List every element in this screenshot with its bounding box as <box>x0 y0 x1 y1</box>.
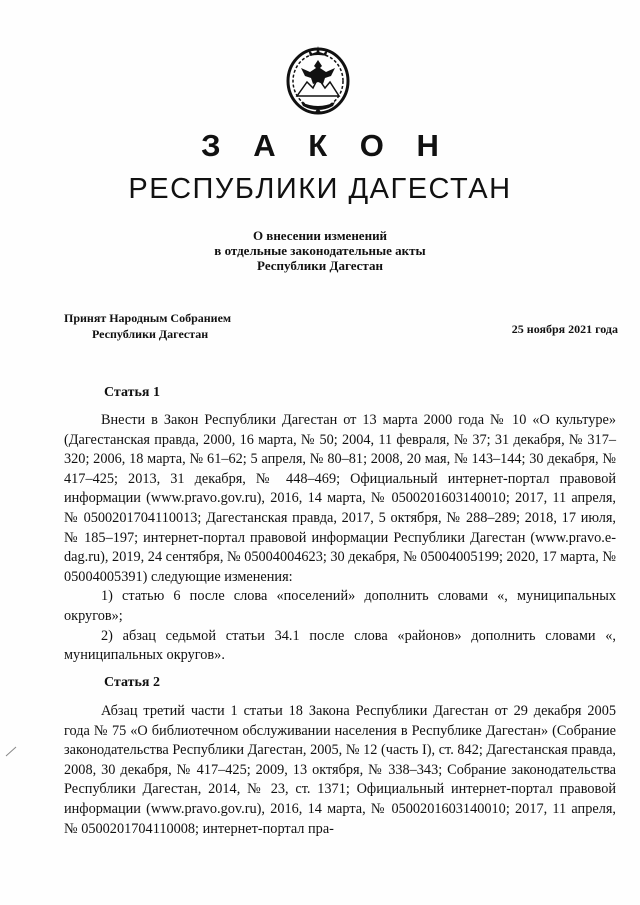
law-name-line: О внесении изменений <box>252 228 388 243</box>
article-1-paragraph: 1) статью 6 после слова «поселений» дополнить словами «, муниципальных округов»; <box>64 588 616 624</box>
article-1-body <box>64 411 616 666</box>
article-2-paragraph: Абзац третий части 1 статьи 18 Закона Республики Дагестан от 29 декабря 2005 года № 75 «О библиотечном обслуживании населения в Республике Дагестан» (Собрание законодательства Республики Дагестан, 2005, № 12 (часть I), ст. 842; Дагестанская правда, 2008, 30 декабря, № 417–425; 2009, 13 октября, № 338–343; Собрание законодательства Республики Дагестан, 2014, № 23, ст. 1371; Официальный интернет-портал правовой информации (www.pravo.gov.ru), 2016, 14 марта, № 0500201603140010; 2017, 11 апреля, № 0500201704110008; интернет-портал пра- <box>64 703 616 837</box>
article-2-body <box>64 702 616 839</box>
adoption-date: 25 ноября 2021 года <box>511 322 618 336</box>
article-1-paragraph: 2) абзац седьмой статьи 34.1 после слова «районов» дополнить словами «, муниципальных округов». <box>64 627 616 664</box>
article-1-heading: Статья 1 <box>104 385 160 400</box>
article-2-heading: Статья 2 <box>104 675 160 690</box>
law-name <box>0 228 640 273</box>
law-name-line: в отдельные законодательные акты <box>214 243 426 258</box>
adoption-line: Республики Дагестан <box>92 327 209 341</box>
adoption-line: Принят Народным Собранием <box>64 311 232 325</box>
scan-mark-icon <box>4 744 18 758</box>
coat-of-arms-emblem-icon <box>283 38 353 118</box>
law-name-line: Республики Дагестан <box>257 258 383 273</box>
article-1-paragraph: Внести в Закон Республики Дагестан от 13 марта 2000 года № 10 «О культуре» (Дагестанская правда, 2000, 16 марта, № 50; 2004, 11 февраля, № 37; 31 декабря, № 317–320; 2006, 18 марта, № 61–62; 5 апреля, № 80–81; 2008, 20 мая, № 143–144; 30 декабря, № 417–425; 2013, 31 декабря, № 448–469; Официальный интернет-портал правовой информации (www.pravo.gov.ru), 2016, 14 марта, № 0500201603140010; 2017, 11 апреля, № 0500201704110013; Дагестанская правда, 2017, 5 октября, № 288–289; 2018, 17 июля, № 185–197; интернет-портал правовой информации Республики Дагестан (www.pravo.e-dag.ru), 2019, 24 сентября, № 05004004623; 30 декабря, № 05004005199; 2020, 17 марта, № 05004005391) следующие изменения: <box>64 412 616 585</box>
document-issuer: РЕСПУБЛИКИ ДАГЕСТАН <box>128 173 512 205</box>
adoption-note <box>64 310 231 342</box>
document-title: З А К О Н <box>201 128 451 163</box>
